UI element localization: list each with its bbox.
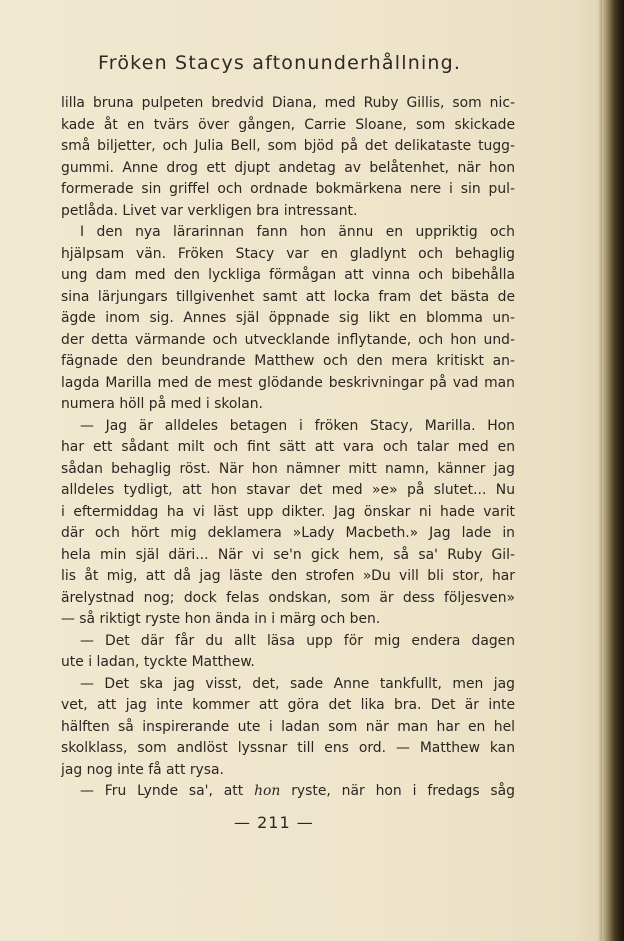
text-line: små biljetter, och Julia Bell, som bjöd på det delikataste tugg- [61, 138, 515, 154]
text-line: vet, att jag inte kommer att göra det lika bra. Det är inte [61, 697, 515, 713]
text-line: sina lärjungars tillgivenhet samt att locka fram det bästa de [61, 288, 515, 305]
text-line: lis åt mig, att då jag läste den strofen »Du vill bli stor, har [61, 568, 515, 584]
text-line: hela min själ däri... När vi se'n gick hem, så sa' Ruby Gil- [61, 546, 515, 563]
text-line: sådan behaglig röst. När hon nämner mitt namn, känner jag [61, 460, 515, 477]
text-fragment: — Fru Lynde sa', att [80, 783, 255, 799]
text-line: ung dam med den lyckliga förmågan att vinna och bibehålla [61, 267, 515, 283]
text-fragment: ryste, när hon i fredags såg [280, 783, 515, 799]
text-line: har ett sådant milt och fint sätt att vara och talar med en [61, 439, 515, 455]
text-line: ute i ladan, tyckte Matthew. [61, 654, 255, 670]
text-line: petlåda. Livet var verkligen bra intressant. [61, 202, 358, 219]
text-line: fägnade den beundrande Matthew och den mera kritiskt an- [61, 353, 515, 369]
book-spine [602, 0, 624, 941]
text-line: numera höll på med i skolan. [61, 396, 263, 412]
text-line: I den nya lärarinnan fann hon ännu en uppriktig och [80, 224, 515, 240]
text-line [61, 781, 515, 803]
text-line: skolklass, som andlöst lyssnar till ens ord. — Matthew kan [61, 740, 515, 756]
text-line: gummi. Anne drog ett djupt andetag av belåtenhet, när hon [61, 159, 515, 176]
text-line: där och hört mig deklamera »Lady Macbeth.» Jag lade in [61, 525, 515, 541]
text-line: hjälpsam vän. Fröken Stacy var en gladlynt och behaglig [61, 245, 515, 262]
text-line: — Jag är alldeles betagen i fröken Stacy, Marilla. Hon [80, 417, 515, 434]
text-line: lilla bruna pulpeten bredvid Diana, med Ruby Gillis, som nic- [61, 95, 515, 111]
page-number: — 211 — [234, 813, 314, 832]
text-line: alldeles tydligt, att hon stavar det med »e» på slutet... Nu [61, 482, 515, 498]
text-line: kade åt en tvärs över gången, Carrie Sloane, som skickade [61, 116, 515, 133]
text-line: — Det ska jag visst, det, sade Anne tankfullt, men jag [80, 675, 515, 692]
body-text [61, 93, 515, 803]
text-line: — Det där får du allt läsa upp för mig endera dagen [80, 632, 515, 649]
text-line: ägde inom sig. Annes själ öppnade sig likt en blomma un- [61, 310, 515, 326]
italic-emphasis: hon [254, 783, 281, 799]
text-line: ärelystnad nog; dock felas ondskan, som är dess följesven» [61, 589, 515, 606]
text-line: formerade sin griffel och ordnade bokmärkena nere i sin pul- [61, 181, 515, 197]
text-line: lagda Marilla med de mest glödande beskrivningar på vad man [61, 374, 515, 391]
text-line: hälften så inspirerande ute i ladan som när man har en hel [61, 718, 515, 735]
text-line: — så riktigt ryste hon ända in i märg och ben. [61, 611, 381, 627]
text-line: i eftermiddag ha vi läst upp dikter. Jag önskar ni hade varit [61, 503, 515, 520]
text-line: jag nog inte få att rysa. [61, 761, 224, 778]
text-line: der detta värmande och utvecklande inflytande, och hon und- [61, 331, 515, 348]
running-header: Fröken Stacys aftonunderhållning. [98, 52, 462, 74]
